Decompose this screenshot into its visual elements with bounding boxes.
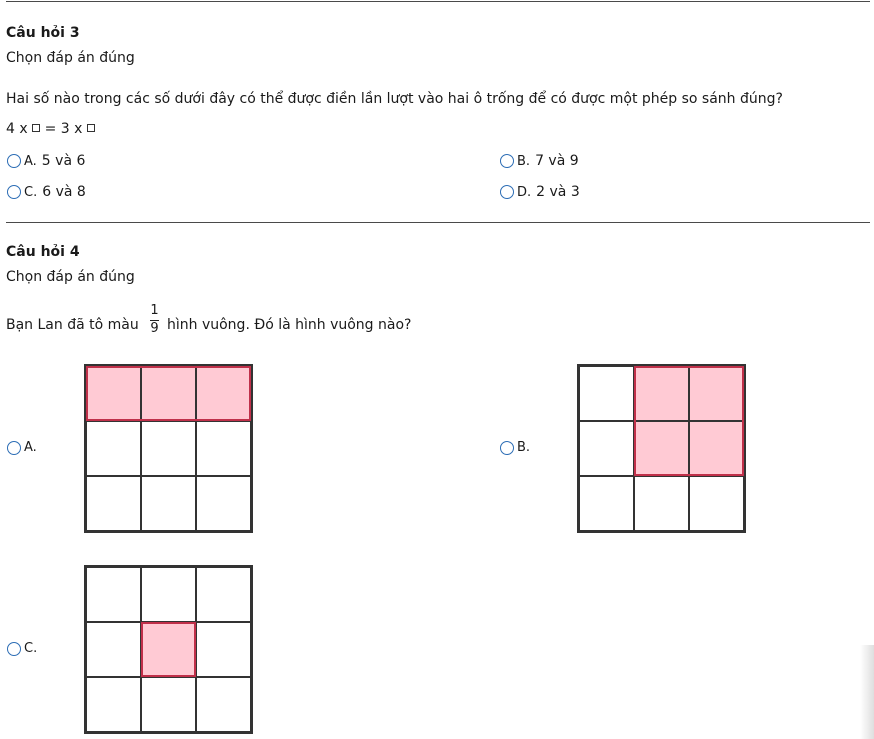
q3-title: Câu hỏi 3	[6, 25, 80, 41]
option-label: B.	[517, 153, 531, 169]
fraction	[150, 304, 159, 336]
grid-cell	[141, 421, 196, 476]
scroll-shadow	[860, 645, 874, 739]
q4-option-b[interactable]	[500, 440, 530, 455]
grid-cell-shaded	[141, 366, 196, 421]
option-label: A.	[24, 153, 37, 169]
empty-box-icon	[87, 124, 95, 132]
grid-cell-shaded	[634, 366, 689, 421]
radio-button[interactable]	[7, 642, 21, 656]
fraction-denominator: 9	[150, 321, 159, 336]
q4-instruction: Chọn đáp án đúng	[6, 269, 135, 285]
grid-cell	[196, 421, 251, 476]
grid-cell-shaded	[86, 366, 141, 421]
option-text: 6 và 8	[42, 184, 86, 200]
radio-button[interactable]	[500, 441, 514, 455]
option-text: 2 và 3	[536, 184, 580, 200]
grid-cell	[86, 567, 141, 622]
q3-option-b[interactable]	[500, 153, 579, 169]
grid-cell	[86, 421, 141, 476]
option-label: B.	[517, 440, 531, 455]
empty-box-icon	[32, 124, 40, 132]
q4-option-a[interactable]	[7, 440, 37, 455]
q4-question-start: Bạn Lan đã tô màu	[6, 317, 139, 333]
grid-cell	[196, 476, 251, 531]
option-label: C.	[24, 184, 38, 200]
grid-cell	[141, 476, 196, 531]
radio-button[interactable]	[500, 185, 514, 199]
grid-cell	[86, 476, 141, 531]
grid-cell-shaded	[196, 366, 251, 421]
q4-option-c[interactable]	[7, 641, 37, 656]
grid-cell	[579, 366, 634, 421]
grid-cell	[579, 476, 634, 531]
expr-left: 4 x	[6, 121, 28, 137]
grid-cell	[86, 677, 141, 732]
grid-figure-a	[84, 364, 253, 533]
option-label: C.	[24, 641, 38, 656]
grid-figure-b	[577, 364, 746, 533]
grid-cell	[141, 677, 196, 732]
fraction-numerator: 1	[150, 303, 159, 318]
expr-mid: = 3 x	[44, 121, 83, 137]
q3-expression	[6, 120, 95, 138]
q4-title: Câu hỏi 4	[6, 244, 80, 260]
grid-cell	[196, 622, 251, 677]
grid-cell	[141, 567, 196, 622]
grid-figure-c	[84, 565, 253, 734]
grid-cell-shaded	[141, 622, 196, 677]
radio-button[interactable]	[7, 154, 21, 168]
radio-button[interactable]	[500, 154, 514, 168]
divider-top	[6, 1, 870, 2]
grid-cell-shaded	[689, 421, 744, 476]
radio-button[interactable]	[7, 441, 21, 455]
grid-cell	[689, 476, 744, 531]
grid-cell-shaded	[689, 366, 744, 421]
q3-option-c[interactable]	[7, 184, 86, 200]
divider-mid	[6, 222, 870, 223]
q3-option-a[interactable]	[7, 153, 85, 169]
grid-cell	[196, 567, 251, 622]
option-label: D.	[517, 184, 532, 200]
option-text: 7 và 9	[535, 153, 579, 169]
q3-question: Hai số nào trong các số dưới đây có thể được điền lần lượt vào hai ô trống để có được một phép so sánh đúng?	[6, 91, 783, 107]
grid-cell	[86, 622, 141, 677]
option-text: 5 và 6	[41, 153, 86, 169]
grid-cell	[196, 677, 251, 732]
grid-cell-shaded	[634, 421, 689, 476]
q3-instruction: Chọn đáp án đúng	[6, 50, 135, 66]
q3-option-d[interactable]	[500, 184, 580, 200]
grid-cell	[634, 476, 689, 531]
option-label: A.	[24, 440, 37, 455]
q4-question-end: hình vuông. Đó là hình vuông nào?	[167, 317, 412, 333]
grid-cell	[579, 421, 634, 476]
radio-button[interactable]	[7, 185, 21, 199]
